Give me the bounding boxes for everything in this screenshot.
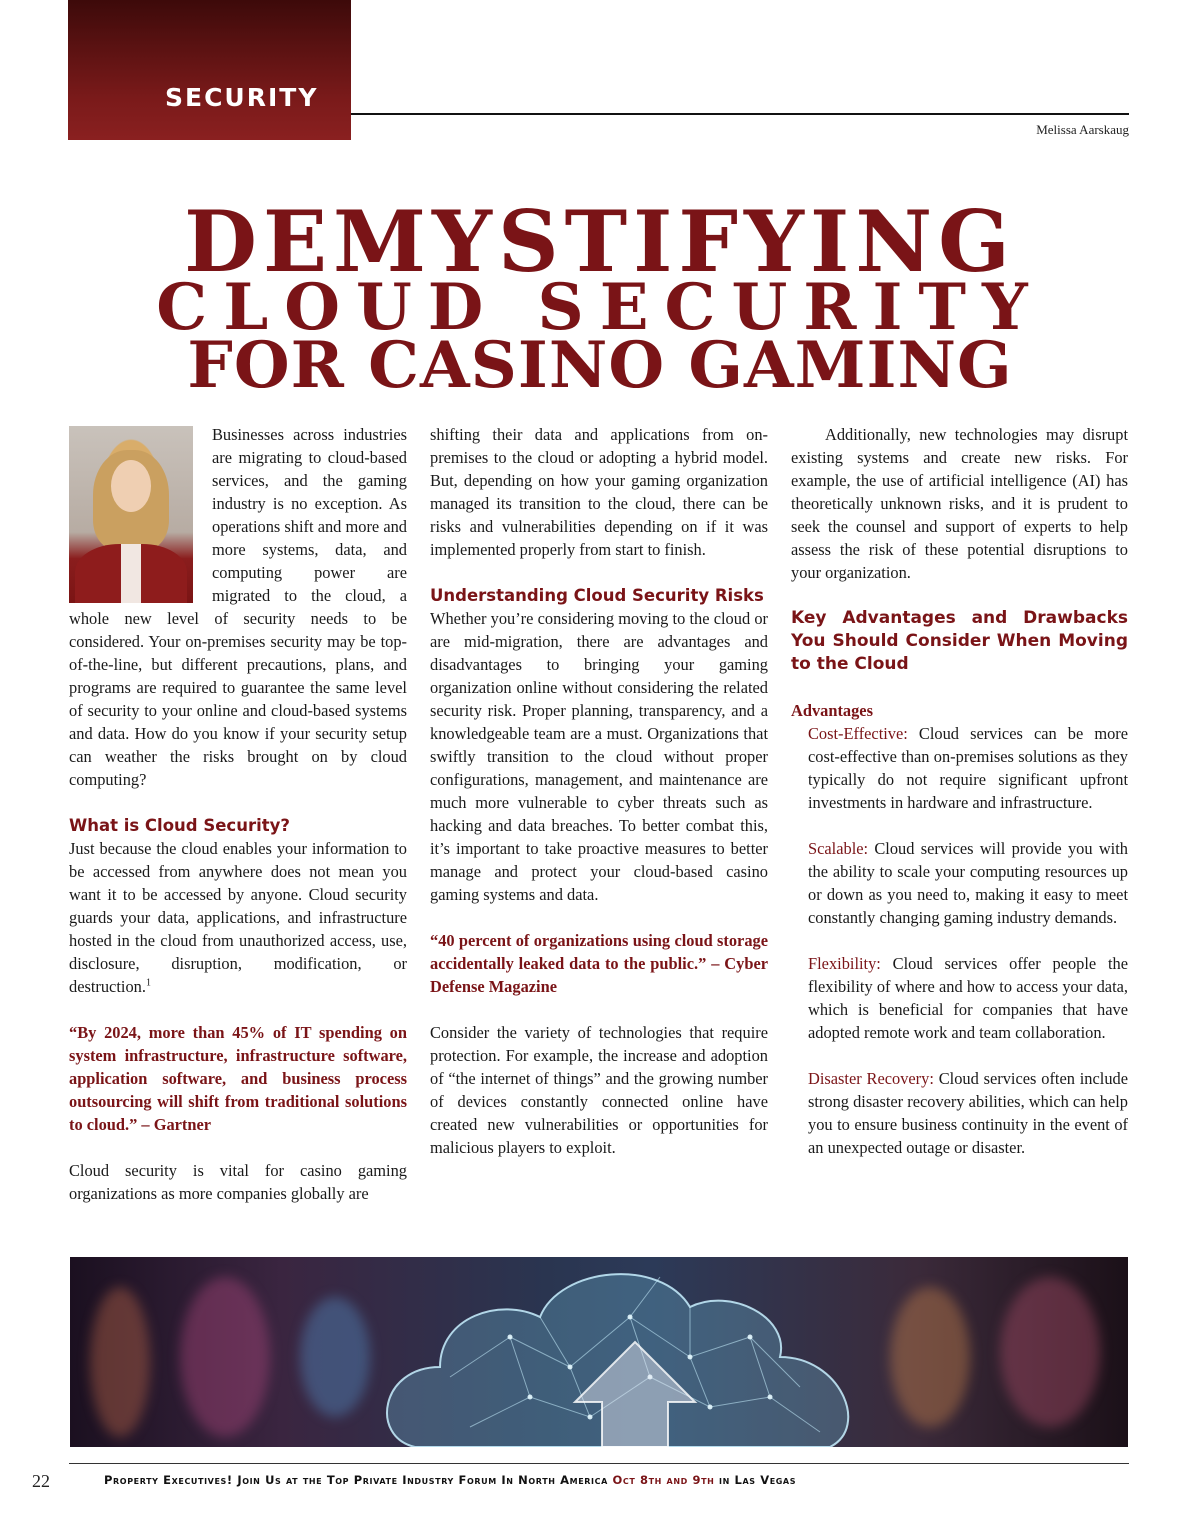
title-line-2: CLOUD SECURITY xyxy=(156,270,1044,345)
pull-quote-cyber-defense: “40 percent of organizations using cloud storage accidentally leaked data to the public.” – Cyber Defense Magazine xyxy=(430,931,768,996)
header-rule xyxy=(351,113,1129,115)
cloud-upload-icon xyxy=(70,1257,1128,1447)
section-tab xyxy=(68,0,351,140)
section-heading-understanding-risks: Understanding Cloud Security Risks xyxy=(430,586,764,605)
column-1 xyxy=(69,423,407,1205)
footer-banner-text: Property Executives! Join Us at the Top Private Industry Forum In North America Oct 8th and 9th in Las Vegas xyxy=(104,1473,797,1487)
advantage-item: Cost-Effective: Cloud services can be more cost-effective than on-premises solutions as they typically do not require significant upfront investments in hardware and infrastructure. xyxy=(808,724,1128,812)
body-paragraph: shifting their data and applications from on-premises to the cloud or adopting a hybrid model. But, depending on how your gaming organization managed its transition to the cloud, there can be risks and vulnerabilities depending on if it was implemented properly from start to finish. xyxy=(430,425,768,559)
body-paragraph: Whether you’re considering moving to the cloud or are mid-migration, there are advantages and disadvantages to bringing your gaming organization online without considering the related security risk. Proper planning, transparency, and a knowledgeable team are a must. Organizations that swiftly transition to the cloud without proper configurations, management, and maintenance are much more vulnerable to cyber threats such as hacking and data breaches. To better combat this, it’s important to take proactive measures to better manage and protect your cloud-based casino gaming systems and data. xyxy=(430,609,768,904)
cloud-network-banner-image xyxy=(70,1257,1128,1447)
advantage-item: Scalable: Cloud services will provide you with the ability to scale your computing resources up or down as you need to, making it easy to meet constantly changing gaming industry demands. xyxy=(808,839,1128,927)
section-heading-what-is-cloud-security: What is Cloud Security? xyxy=(69,816,290,835)
footer-rule xyxy=(69,1463,1129,1464)
title-line-1: DEMYSTIFYING xyxy=(184,192,1016,291)
advantage-item: Flexibility: Cloud services offer people the flexibility of where and how to access your data, which is beneficial for companies that have adopted remote work and team collaboration. xyxy=(808,954,1128,1042)
section-heading-key-advantages: Key Advantages and Drawbacks You Should Consider When Moving to the Cloud xyxy=(791,608,1128,674)
event-dates: Oct 8th and 9th xyxy=(612,1473,715,1487)
body-paragraph: Consider the variety of technologies that require protection. For example, the increase and adoption of “the internet of things” and the growing number of devices constantly connected online have created new vulnerabilities or opportunities for malicious players to exploit. xyxy=(430,1023,768,1157)
intro-paragraph: Businesses across industries are migrating to cloud-based services, and the gaming industry is no exception. As operations shift and more and more systems, data, and computing power are migrated to the cloud, a whole new level of security needs to be considered. Your on-premises security may be top-of-the-line, but different precautions, plans, and programs are required to guarantee the same level of security to your online and cloud-based systems and data. How do you know if your security setup can weather the risks brought on by cloud computing? xyxy=(69,425,407,789)
section-label: SECURITY xyxy=(165,83,319,112)
pull-quote-gartner: “By 2024, more than 45% of IT spending on system infrastructure, infrastructure software, application software, and business process outsourcing will shift from traditional solutions to cloud.” – Gartner xyxy=(69,1023,407,1134)
advantage-item: Disaster Recovery: Cloud services often include strong disaster recovery abilities, which can help you to ensure business continuity in the event of an unexpected outage or disaster. xyxy=(808,1069,1128,1157)
title-line-3: FOR CASINO GAMING xyxy=(187,328,1013,403)
author-photo xyxy=(69,426,193,603)
body-paragraph: Additionally, new technologies may disrupt existing systems and create new risks. For example, the use of artificial intelligence (AI) has theoretically unknown risks, and it is prudent to seek the counsel and support of experts to help assess the risk of these potential disruptions to your organization. xyxy=(791,425,1128,582)
footnote-marker: 1 xyxy=(145,977,151,989)
subheading-advantages: Advantages xyxy=(791,701,873,720)
body-paragraph: Just because the cloud enables your information to be accessed from anywhere does not mean you want it to be accessed by anyone. Cloud security guards your data, applications, and infrastructure hosted in the cloud from unauthorized access, use, disclosure, disruption, modification, or destruction.$^1$ xyxy=(69,839,407,996)
page-number: 22 xyxy=(32,1471,50,1491)
author-name: Melissa Aarskaug xyxy=(1036,122,1129,137)
body-paragraph: Cloud security is vital for casino gaming organizations as more companies globally are xyxy=(69,1161,407,1203)
column-3 xyxy=(791,423,1128,1159)
column-2 xyxy=(430,423,768,1159)
